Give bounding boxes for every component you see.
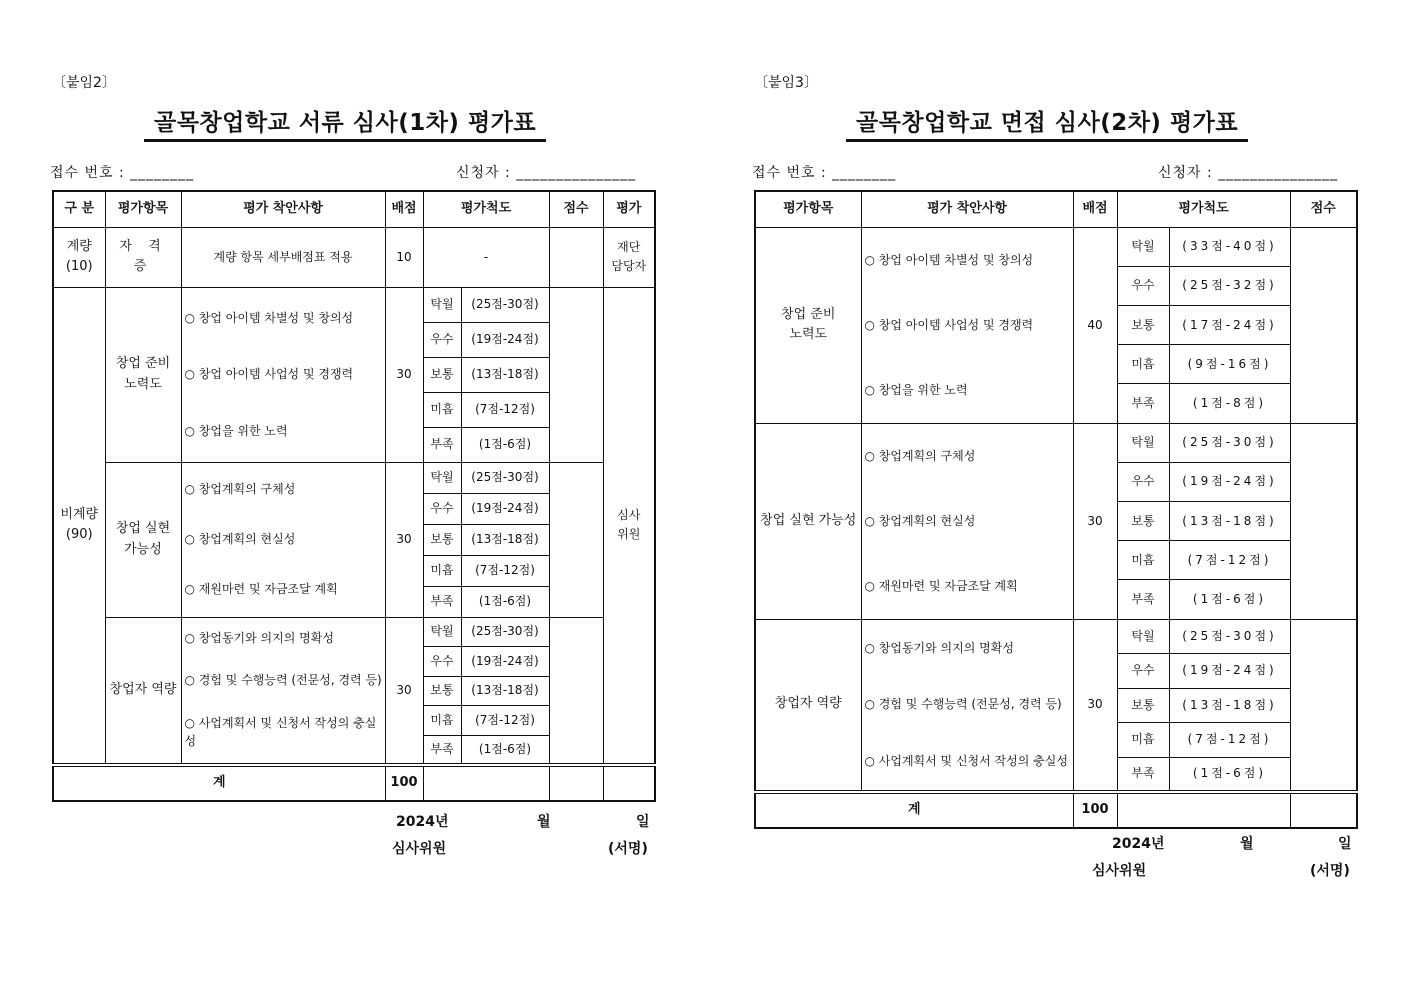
header-scale: 평가척도 <box>1117 191 1290 227</box>
attachment-tag: 〔붙임3〕 <box>754 75 818 91</box>
item-preparation: 창업 준비 노력도 <box>105 287 181 462</box>
total-label: 계 <box>755 792 1073 828</box>
score-cell <box>1290 423 1357 619</box>
points-feasibility: ○ 창업계획의 구체성 ○ 창업계획의 현실성 ○ 재원마련 및 자금조달 계획 <box>861 423 1073 619</box>
points-competence: ○ 창업동기와 의지의 명확성 ○ 경험 및 수행능력 (전문성, 경력 등) ○ 사업계획서 및 신청서 작성의 충실성 <box>181 617 385 765</box>
quant-point: 계량 항목 세부배점표 적용 <box>181 227 385 287</box>
signature-label: (서명) <box>608 841 648 857</box>
grade: 부족 <box>423 427 461 462</box>
receipt-number-field: 접수 번호 : ________ <box>50 165 195 181</box>
total-score: 100 <box>1073 792 1117 828</box>
allotment-competence: 30 <box>1073 619 1117 792</box>
points-competence: ○ 창업동기와 의지의 명확성 ○ 경험 및 수행능력 (전문성, 경력 등) ○ 사업계획서 및 신청서 작성의 충실성 <box>861 619 1073 792</box>
grade: 미흡 <box>1117 541 1169 580</box>
range: (13점-18점) <box>461 676 549 706</box>
range: (1점-6점) <box>1169 757 1290 792</box>
grade: 탁월 <box>423 617 461 647</box>
total-row <box>755 792 1357 828</box>
grade: 미흡 <box>423 706 461 736</box>
grade: 부족 <box>1117 384 1169 423</box>
header-evaluator: 평가 <box>603 191 655 227</box>
form-title: 골목창업학교 면접 심사(2차) 평가표 <box>846 104 1248 142</box>
score-cell <box>549 617 603 765</box>
range: (19점-24점) <box>461 647 549 677</box>
nonquant-evaluator: 심사 위원 <box>603 287 655 765</box>
quant-evaluator: 재단 담당자 <box>603 227 655 287</box>
range: (13점-18점) <box>461 524 549 555</box>
date-day: 일 <box>636 814 650 830</box>
item-feasibility: 창업 실현 가능성 <box>105 462 181 617</box>
allotment-feasibility: 30 <box>1073 423 1117 619</box>
item-competence: 창업자 역량 <box>105 617 181 765</box>
header-score: 점수 <box>549 191 603 227</box>
total-label: 계 <box>53 765 385 801</box>
grade: 보통 <box>1117 305 1169 344</box>
table-row <box>755 227 1357 266</box>
grade: 부족 <box>423 586 461 617</box>
grade: 우수 <box>1117 462 1169 501</box>
grade: 우수 <box>423 322 461 357</box>
range: (7점-12점) <box>1169 723 1290 758</box>
quant-scale: - <box>423 227 549 287</box>
range: (1점-8점) <box>1169 384 1290 423</box>
score-cell <box>1290 619 1357 792</box>
grade: 미흡 <box>1117 345 1169 384</box>
range: (1점-6점) <box>461 586 549 617</box>
attachment-tag: 〔붙임2〕 <box>52 75 116 91</box>
total-score: 100 <box>385 765 423 801</box>
total-evaluator-cell <box>603 765 655 801</box>
range: (17점-24점) <box>1169 305 1290 344</box>
grade: 탁월 <box>1117 619 1169 654</box>
allotment-preparation: 30 <box>385 287 423 462</box>
header-score: 점수 <box>1290 191 1357 227</box>
range: (19점-24점) <box>461 493 549 524</box>
range: (13점-18점) <box>1169 501 1290 540</box>
range: (19점-24점) <box>1169 654 1290 689</box>
date-year: 2024년 <box>396 814 449 830</box>
points-preparation: ○ 창업 아이템 차별성 및 창의성 ○ 창업 아이템 사업성 및 경쟁력 ○ 창업을 위한 노력 <box>181 287 385 462</box>
grade: 보통 <box>423 524 461 555</box>
range: (1점-6점) <box>461 735 549 765</box>
range: (33점-40점) <box>1169 227 1290 266</box>
grade: 미흡 <box>423 392 461 427</box>
division-quantitative: 계량 (10) <box>53 227 105 287</box>
grade: 부족 <box>423 735 461 765</box>
receipt-number-field: 접수 번호 : ________ <box>752 165 897 181</box>
allotment-feasibility: 30 <box>385 462 423 617</box>
judge-label: 심사위원 <box>1092 863 1147 879</box>
range: (7점-12점) <box>461 555 549 586</box>
grade: 보통 <box>423 357 461 392</box>
grade: 탁월 <box>423 287 461 322</box>
date-month: 월 <box>537 814 551 830</box>
header-scale: 평가척도 <box>423 191 549 227</box>
total-scale-cell <box>1117 792 1290 828</box>
range: (7점-12점) <box>1169 541 1290 580</box>
header-points: 평가 착안사항 <box>861 191 1073 227</box>
range: (25점-30점) <box>1169 423 1290 462</box>
grade: 탁월 <box>1117 227 1169 266</box>
range: (1점-6점) <box>461 427 549 462</box>
grade: 미흡 <box>1117 723 1169 758</box>
allotment-competence: 30 <box>385 617 423 765</box>
header-row <box>53 191 655 227</box>
grade: 보통 <box>1117 688 1169 723</box>
grade: 보통 <box>423 676 461 706</box>
table-row <box>53 617 655 647</box>
date-day: 일 <box>1338 836 1352 852</box>
grade: 탁월 <box>1117 423 1169 462</box>
range: (25점-30점) <box>461 462 549 493</box>
range: (25점-30점) <box>1169 619 1290 654</box>
range: (13점-18점) <box>1169 688 1290 723</box>
header-item: 평가항목 <box>105 191 181 227</box>
table-row <box>53 287 655 322</box>
range: (9점-16점) <box>1169 345 1290 384</box>
item-preparation: 창업 준비 노력도 <box>755 227 861 423</box>
total-score-cell <box>1290 792 1357 828</box>
range: (19점-24점) <box>461 322 549 357</box>
item-competence: 창업자 역량 <box>755 619 861 792</box>
header-points: 평가 착안사항 <box>181 191 385 227</box>
grade: 부족 <box>1117 757 1169 792</box>
points-feasibility: ○ 창업계획의 구체성 ○ 창업계획의 현실성 ○ 재원마련 및 자금조달 계획 <box>181 462 385 617</box>
quant-score-cell <box>549 227 603 287</box>
applicant-field: 신청자 : _______________ <box>456 165 637 181</box>
range: (25점-30점) <box>461 287 549 322</box>
table-row <box>755 619 1357 654</box>
grade: 우수 <box>423 647 461 677</box>
score-cell <box>1290 227 1357 423</box>
total-score-cell <box>549 765 603 801</box>
item-feasibility: 창업 실현 가능성 <box>755 423 861 619</box>
grade: 부족 <box>1117 580 1169 619</box>
header-allotment: 배점 <box>385 191 423 227</box>
judge-label: 심사위원 <box>392 841 447 857</box>
range: (25점-30점) <box>461 617 549 647</box>
allotment-preparation: 40 <box>1073 227 1117 423</box>
header-division: 구 분 <box>53 191 105 227</box>
points-preparation: ○ 창업 아이템 차별성 및 창의성 ○ 창업 아이템 사업성 및 경쟁력 ○ 창업을 위한 노력 <box>861 227 1073 423</box>
division-nonquantitative: 비계량 (90) <box>53 287 105 765</box>
grade: 우수 <box>1117 654 1169 689</box>
table-row <box>53 462 655 493</box>
header-item: 평가항목 <box>755 191 861 227</box>
range: (13점-18점) <box>461 357 549 392</box>
applicant-field: 신청자 : _______________ <box>1158 165 1339 181</box>
range: (25점-32점) <box>1169 266 1290 305</box>
form-title: 골목창업학교 서류 심사(1차) 평가표 <box>144 104 546 142</box>
quant-allotment: 10 <box>385 227 423 287</box>
date-month: 월 <box>1240 836 1254 852</box>
date-year: 2024년 <box>1112 836 1165 852</box>
table-row <box>755 423 1357 462</box>
grade: 우수 <box>423 493 461 524</box>
header-row <box>755 191 1357 227</box>
item-certificate: 자 격 증 <box>105 227 181 287</box>
grade: 보통 <box>1117 501 1169 540</box>
range: (7점-12점) <box>461 392 549 427</box>
header-allotment: 배점 <box>1073 191 1117 227</box>
score-cell <box>549 462 603 617</box>
evaluation-table <box>52 190 656 802</box>
grade: 탁월 <box>423 462 461 493</box>
range: (19점-24점) <box>1169 462 1290 501</box>
grade: 미흡 <box>423 555 461 586</box>
quantitative-row <box>53 227 655 287</box>
score-cell <box>549 287 603 462</box>
range: (1점-6점) <box>1169 580 1290 619</box>
total-row <box>53 765 655 801</box>
signature-label: (서명) <box>1310 863 1350 879</box>
grade: 우수 <box>1117 266 1169 305</box>
evaluation-table <box>754 190 1358 829</box>
total-scale-cell <box>423 765 549 801</box>
range: (7점-12점) <box>461 706 549 736</box>
